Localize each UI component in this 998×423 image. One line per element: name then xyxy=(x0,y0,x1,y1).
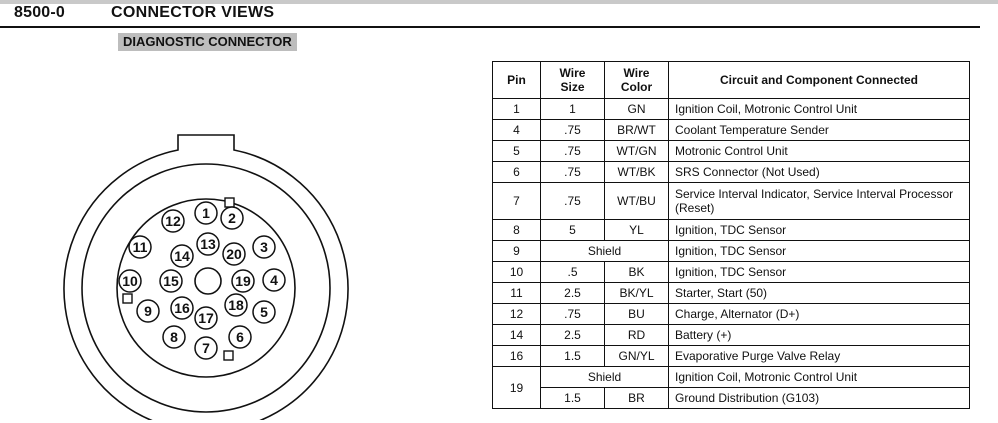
connector-pin xyxy=(232,270,254,292)
cell-circuit: Motronic Control Unit xyxy=(669,141,970,162)
cell-wire-size: 1 xyxy=(541,99,605,120)
cell-circuit: Charge, Alternator (D+) xyxy=(669,304,970,325)
pin-table xyxy=(492,61,970,409)
cell-wire-size: .5 xyxy=(541,262,605,283)
cell-pin: 9 xyxy=(493,241,541,262)
pin-label: 14 xyxy=(174,248,190,264)
connector-diagram xyxy=(60,130,370,420)
cell-circuit: Battery (+) xyxy=(669,325,970,346)
table-row xyxy=(493,283,970,304)
section-code: 8500-0 xyxy=(14,4,66,21)
pin-label: 4 xyxy=(270,272,278,288)
connector-pin xyxy=(171,245,193,267)
cell-pin: 16 xyxy=(493,346,541,367)
cell-wire-color: YL xyxy=(605,220,669,241)
connector-pin xyxy=(197,233,219,255)
table-row xyxy=(493,388,970,409)
table-row xyxy=(493,241,970,262)
cell-wire-color: BK xyxy=(605,262,669,283)
cell-circuit: Ignition, TDC Sensor xyxy=(669,262,970,283)
cell-wire-size: .75 xyxy=(541,304,605,325)
table-row xyxy=(493,99,970,120)
connector-inner-ring xyxy=(82,164,330,412)
subheader: DIAGNOSTIC CONNECTOR xyxy=(118,33,297,51)
connector-pin xyxy=(137,300,159,322)
cell-wire-color: BK/YL xyxy=(605,283,669,304)
pin-label: 19 xyxy=(235,273,251,289)
pin-label: 6 xyxy=(236,329,244,345)
pin-label: 11 xyxy=(132,239,148,255)
cell-pin: 12 xyxy=(493,304,541,325)
pin-label: 20 xyxy=(226,246,242,262)
connector-pin xyxy=(225,294,247,316)
cell-circuit: Coolant Temperature Sender xyxy=(669,120,970,141)
cell-pin: 7 xyxy=(493,183,541,220)
connector-pin xyxy=(163,326,185,348)
cell-circuit: Ignition, TDC Sensor xyxy=(669,220,970,241)
key-square-left xyxy=(123,294,132,303)
cell-wire-color: BR/WT xyxy=(605,120,669,141)
pin-label: 9 xyxy=(144,303,152,319)
cell-wire-size: 5 xyxy=(541,220,605,241)
pin-label: 2 xyxy=(228,210,236,226)
cell-pin: 11 xyxy=(493,283,541,304)
table-row xyxy=(493,141,970,162)
cell-wire-color: WT/BU xyxy=(605,183,669,220)
cell-wire-size: 1.5 xyxy=(541,388,605,409)
cell-circuit: Evaporative Purge Valve Relay xyxy=(669,346,970,367)
cell-pin: 5 xyxy=(493,141,541,162)
cell-wire-color: WT/GN xyxy=(605,141,669,162)
connector-pin xyxy=(253,301,275,323)
connector-pin xyxy=(221,207,243,229)
cell-pin: 19 xyxy=(493,367,541,409)
header-wire-size: Wire Size xyxy=(541,62,605,99)
cell-circuit: Ignition Coil, Motronic Control Unit xyxy=(669,367,970,388)
header-pin: Pin xyxy=(493,62,541,99)
cell-pin: 4 xyxy=(493,120,541,141)
cell-shield: Shield xyxy=(541,367,669,388)
pin-label: 17 xyxy=(198,310,214,326)
table-row xyxy=(493,183,970,220)
cell-wire-color: WT/BK xyxy=(605,162,669,183)
cell-pin: 10 xyxy=(493,262,541,283)
connector-face-svg xyxy=(60,130,370,420)
cell-wire-size: .75 xyxy=(541,162,605,183)
connector-pin xyxy=(229,326,251,348)
center-notch xyxy=(195,268,221,294)
table-row xyxy=(493,162,970,183)
pin-label: 5 xyxy=(260,304,268,320)
header-wire-color: Wire Color xyxy=(605,62,669,99)
connector-pin xyxy=(195,202,217,224)
table-row xyxy=(493,367,970,388)
cell-wire-size: 2.5 xyxy=(541,283,605,304)
cell-pin: 1 xyxy=(493,99,541,120)
page-header xyxy=(0,4,980,28)
table-row xyxy=(493,304,970,325)
pin-label: 12 xyxy=(165,213,181,229)
connector-pin xyxy=(162,210,184,232)
pins-layer xyxy=(119,202,285,359)
cell-wire-color: BU xyxy=(605,304,669,325)
connector-pin xyxy=(171,297,193,319)
section-title: CONNECTOR VIEWS xyxy=(111,4,275,21)
table-row xyxy=(493,220,970,241)
cell-wire-size: 2.5 xyxy=(541,325,605,346)
pin-label: 3 xyxy=(260,239,268,255)
pin-label: 18 xyxy=(228,297,244,313)
connector-pin xyxy=(129,236,151,258)
table-row xyxy=(493,346,970,367)
pin-label: 8 xyxy=(170,329,178,345)
cell-circuit: Ground Distribution (G103) xyxy=(669,388,970,409)
key-square-top xyxy=(225,198,234,207)
pin-label: 15 xyxy=(163,273,179,289)
connector-pin xyxy=(195,307,217,329)
cell-circuit: Service Interval Indicator, Service Interval Processor (Reset) xyxy=(669,183,970,220)
pin-label: 10 xyxy=(122,273,138,289)
pin-label: 1 xyxy=(202,205,210,221)
header-circuit: Circuit and Component Connected xyxy=(669,62,970,99)
pin-label: 16 xyxy=(174,300,190,316)
table-row xyxy=(493,325,970,346)
table-row xyxy=(493,120,970,141)
cell-wire-size: 1.5 xyxy=(541,346,605,367)
cell-pin: 8 xyxy=(493,220,541,241)
connector-pin xyxy=(195,337,217,359)
cell-circuit: Starter, Start (50) xyxy=(669,283,970,304)
cell-circuit: Ignition, TDC Sensor xyxy=(669,241,970,262)
cell-wire-size: .75 xyxy=(541,120,605,141)
cell-circuit: Ignition Coil, Motronic Control Unit xyxy=(669,99,970,120)
table-header-row xyxy=(493,62,970,99)
connector-pin xyxy=(119,270,141,292)
cell-wire-color: GN/YL xyxy=(605,346,669,367)
cell-wire-color: GN xyxy=(605,99,669,120)
table-row xyxy=(493,262,970,283)
cell-wire-size: .75 xyxy=(541,141,605,162)
pin-label: 13 xyxy=(200,236,216,252)
cell-circuit: SRS Connector (Not Used) xyxy=(669,162,970,183)
connector-pin xyxy=(160,270,182,292)
key-square-bottom xyxy=(224,351,233,360)
cell-wire-color: RD xyxy=(605,325,669,346)
cell-shield: Shield xyxy=(541,241,669,262)
connector-pin xyxy=(223,243,245,265)
connector-pin xyxy=(263,269,285,291)
cell-wire-size: .75 xyxy=(541,183,605,220)
connector-pin xyxy=(253,236,275,258)
pin-label: 7 xyxy=(202,340,210,356)
cell-wire-color: BR xyxy=(605,388,669,409)
cell-pin: 14 xyxy=(493,325,541,346)
cell-pin: 6 xyxy=(493,162,541,183)
